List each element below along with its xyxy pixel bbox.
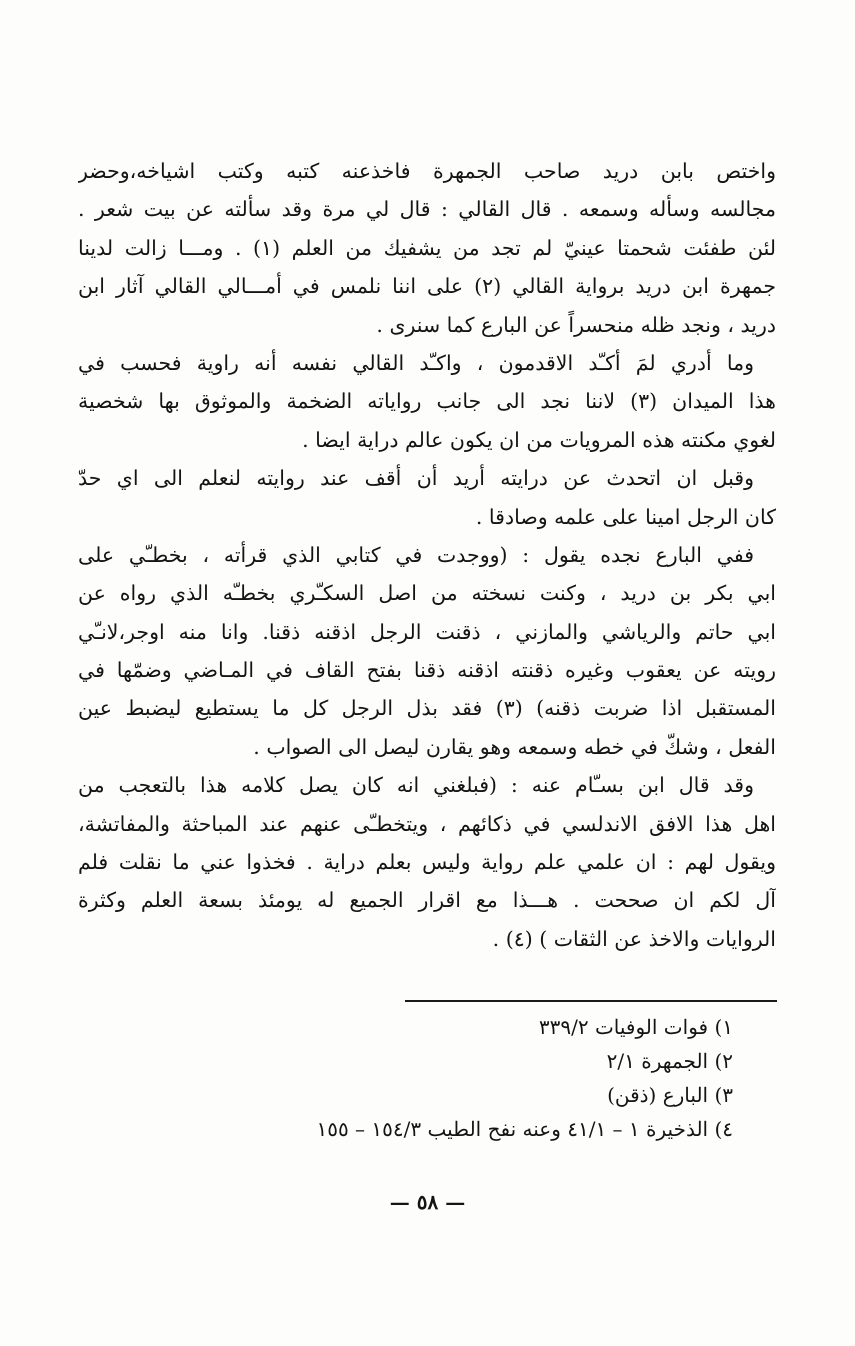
text-line: كان الرجل امينا على علمه وصادقا . — [475, 504, 776, 529]
text-line: دريد ، ونجد ظله منحسراً عن البارع كما سنرى . — [376, 312, 776, 337]
text-line: ابي حاتم والرياشي والمازني ، ذقنت الرجل اذقنه ذقنا. وانا منه اوجر،لانـّي — [78, 619, 776, 644]
text-line: واختص بابن دريد صاحب الجمهرة فاخذعنه كتبه وكتب اشياخه،وحضر — [78, 159, 776, 183]
footnote-2: ٢) الجمهرة ٢/١ — [606, 1049, 733, 1073]
footnote-3: ٣) البارع (ذقن) — [607, 1083, 733, 1107]
footnotes — [173, 1010, 733, 1146]
text-line: وما أدري لمَ أكـّد الاقدمون ، واكـّد القالي نفسه أنه راوية فحسب في — [78, 350, 754, 375]
text-line: رويته عن يعقوب وغيره ذقنته اذقنه ذقنا بفتح القاف في المـاضي وضمّها في — [78, 658, 776, 683]
page-number: — ٥٨ — — [389, 1190, 466, 1214]
text-line: اهل هذا الافق الاندلسي في ذكائهم ، ويتخطـّى عنهم عند المباحثة والمفاتشة، — [78, 811, 776, 836]
text-line: الفعل ، وشكّ في خطه وسمعه وهو يقارن ليصل الى الصواب . — [253, 734, 776, 759]
text-line: وقد قال ابن بسـّام عنه : (فبلغني انه كان يصل كلامه هذا بالتعجب من — [78, 773, 754, 798]
text-line: لئن طفئت شحمتا عينيّ لم تجد من يشفيك من العلم (١) . ومـــا زالت لدينا — [78, 235, 776, 260]
text-line: ويقول لهم : ان علمي علم رواية وليس بعلم دراية . فخذوا عني ما نقلت فلم — [78, 850, 776, 875]
main-text — [78, 152, 776, 958]
text-line: وقبل ان اتحدث عن درايته أريد أن أقف عند روايته لنعلم الى اي حدّ — [78, 466, 754, 491]
text-line: آل لكم ان صححت . هـــذا مع اقرار الجميع له يومئذ بسعة العلم وكثرة — [78, 888, 776, 913]
footnote-1: ١) فوات الوفيات ٣٣٩/٢ — [538, 1015, 733, 1039]
footnote-divider — [405, 1000, 777, 1002]
text-line: هذا الميدان (٣) لاننا نجد الى جانب رواياته الضخمة والموثوق بها شخصية — [78, 389, 776, 414]
text-line: ففي البارع نجده يقول : (ووجدت في كتابي الذي قرأته ، بخطـّي على — [78, 542, 754, 567]
text-line: الروايات والاخذ عن الثقات ) (٤) . — [492, 926, 776, 951]
text-line: جمهرة ابن دريد برواية القالي (٢) على اننا نلمس في أمـــالي القالي آثار ابن — [78, 274, 776, 299]
footnote-4: ٤) الذخيرة ١ – ٤١/١ وعنه نفح الطيب ١٥٤/٣ – ١٥٥ — [316, 1117, 733, 1141]
text-line: ابي بكر بن دريد ، وكنت نسخته من اصل السكـّري بخطـّه الذي رواه عن — [78, 581, 776, 606]
text-line: المستقبل اذا ضربت ذقنه) (٣) فقد بذل الرجل كل ما يستطيع ليضبط عين — [78, 696, 776, 721]
text-line: مجالسه وسأله وسمعه . قال القالي : قال لي مرة وقد سألته عن بيت شعر . — [78, 197, 776, 222]
text-line: لغوي مكنته هذه المرويات من ان يكون عالم دراية ايضا . — [302, 427, 776, 452]
